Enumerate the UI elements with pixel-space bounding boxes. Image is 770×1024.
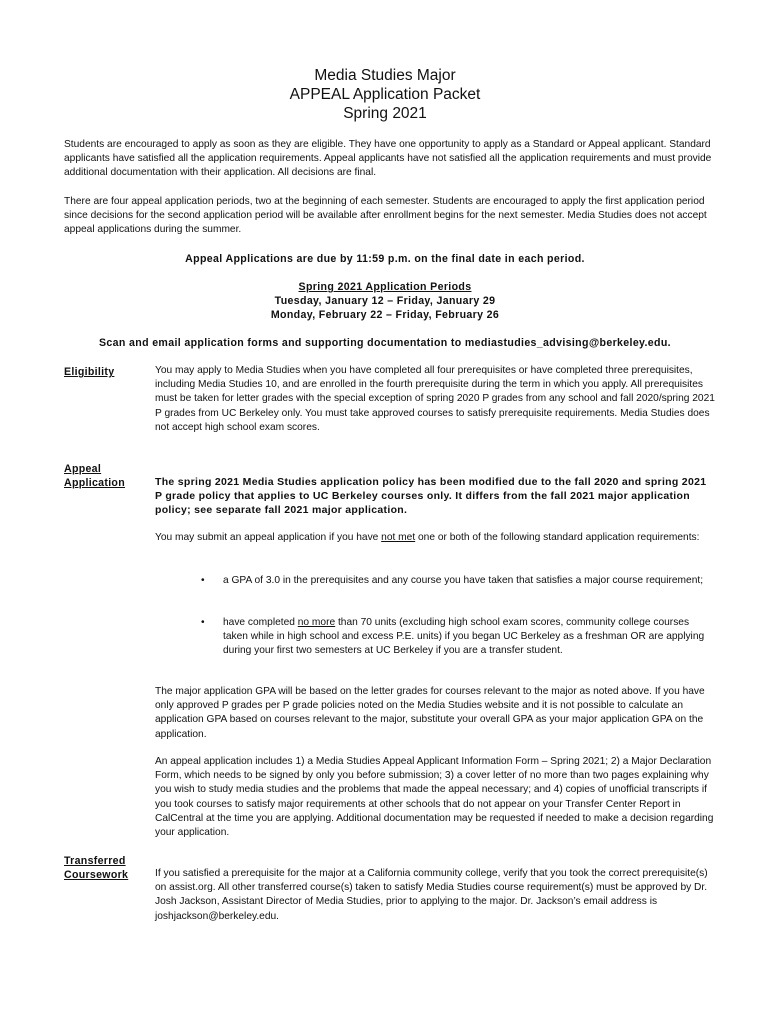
document-term: Spring 2021 [343,105,427,122]
appeal-policy-note: The spring 2021 Media Studies application policy has been modified due to the fall 2020 and spring 2021 P grade policy that applies to UC Berkeley courses only. It differs from the fall 2021 major application policy; see separate fall 2021 major application. [155,476,707,516]
document-subtitle: APPEAL Application Packet [289,86,481,103]
transferred-label-line-1: Transferred [64,855,126,867]
submit-text-end: one or both of the following standard application requirements: [415,532,700,543]
deadline-notice: Appeal Applications are due by 11:59 p.m. on the final date in each period. [185,253,585,265]
bullet-2-start: have completed [223,617,298,628]
submit-text-start: You may submit an appeal application if you have [155,532,382,543]
eligibility-label: Eligibility [64,366,115,378]
period-2: Monday, February 22 – Friday, February 26 [270,309,500,321]
appeal-label-line-1: Appeal [64,463,102,475]
appeal-submit-text [155,531,715,545]
bullet-1-text: a GPA of 3.0 in the prerequisites and any course you have taken that satisfies a major course requirement; [223,575,704,586]
appeal-label-line-2: Application [64,477,125,489]
bullet-1-marker: • [201,575,205,586]
bullet-2-marker: • [201,617,205,628]
bullet-2-text [223,616,713,659]
document-title: Media Studies Major [314,67,456,84]
bullet-2-emphasis: no more [297,617,336,628]
scan-email-note: Scan and email application forms and supporting documentation to mediastudies_advising@berkeley.edu. [99,337,671,349]
transferred-label-line-2: Coursework [64,869,129,881]
transferred-text: If you satisfied a prerequisite for the major at a California community college, verify that you took the correct prerequisite(s) on assist.org. All other transferred course(s) taken to satisfy Media Studies course requirement(s) must be approved by Dr. Josh Jackson, Assistant Director of Media Studies, prior to applying to the major. Dr. Jackson’s email address is joshjackson@berkeley.edu. [155,868,708,922]
intro-paragraph-1: Students are encouraged to apply as soon as they are eligible. They have one opportunity to apply as a Standard or Appeal applicant. Standard applicants have satisfied all the application requirements. Appeal applicants have not satisfied all the application requirements and must provide additional documentation with their application. All decisions are final. [64,139,712,179]
periods-heading: Spring 2021 Application Periods [298,281,472,293]
submit-text-emphasis: not met [381,532,416,543]
period-1: Tuesday, January 12 – Friday, January 29 [274,295,496,307]
bullet-2-end: than 70 units (excluding high school exam scores, community college courses taken while in high school and excess P.E. units) if you began UC Berkeley as a freshman OR are applying during your first two semesters at UC Berkeley if you are a transfer student. [223,617,705,657]
eligibility-text: You may apply to Media Studies when you have completed all four prerequisites or have completed three prerequisites, including Media Studies 10, and are enrolled in the fourth prerequisite during the term in which you apply. All prerequisites must be taken for letter grades with the special exception of spring 2020 P grades from any school and fall 2020/spring 2021 P grades from UC Berkeley only. You must take approved courses to satisfy prerequisite requirements. Media Studies does not accept high school exam scores. [155,365,715,433]
gpa-paragraph: The major application GPA will be based on the letter grades for courses relevant to the major as noted above. If you have only approved P grades per P grade policies noted on the Media Studies website and it is not possible to calculate an application GPA based on courses relevant to the major, substitute your overall GPA as your major application GPA on the application. [155,686,705,740]
intro-paragraph-2: There are four appeal application periods, two at the beginning of each semester. Students are encouraged to apply the first application period since decisions for the second application period will be available after enrollment begins for the next semester. Media Studies does not accept appeal applications during the summer. [64,196,707,236]
application-includes-paragraph: An appeal application includes 1) a Media Studies Appeal Applicant Information Form – Spring 2021; 2) a Major Declaration Form, which needs to be signed by only you before submission; 3) a cover letter of no more than two pages explaining why you wish to study media studies and the problems that made the appeal necessary; and 4) copies of unofficial transcripts if you took courses to satisfy major requirements at other schools that do not appear on your Transfer Center Report in CalCentral at the time you are applying. Additional documentation may be requested if needed to make a decision regarding your application. [155,756,714,839]
